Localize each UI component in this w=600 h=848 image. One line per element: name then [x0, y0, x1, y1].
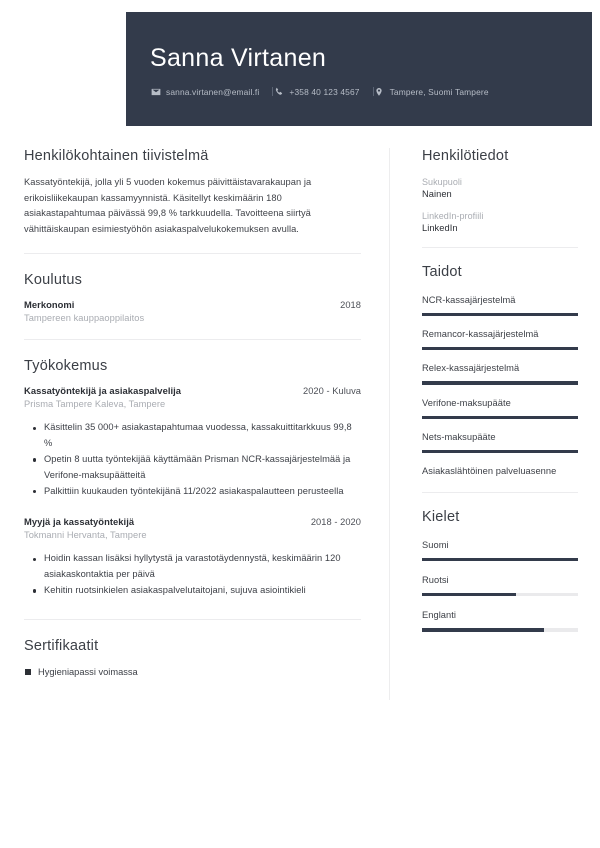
experience-company: Tokmanni Hervanta, Tampere	[24, 530, 147, 541]
section-skills	[422, 264, 578, 478]
section-summary	[24, 148, 361, 237]
list-item: Opetin 8 uutta työntekijää käyttämään Prisman NCR-kassajärjestelmää ja Verifone-maksupäätteitä	[24, 452, 361, 483]
detail-value: Nainen	[422, 189, 452, 199]
language-level-bar	[422, 593, 578, 596]
list-item: Hygieniapassi voimassa	[24, 665, 361, 680]
sidebar-divider	[422, 247, 578, 248]
contact-phone[interactable]	[273, 86, 372, 97]
section-title-skills: Taidot	[422, 264, 462, 280]
language-level-bar	[422, 558, 578, 561]
skill-item	[422, 430, 578, 453]
education-date: 2018	[340, 300, 361, 311]
language-name: Ruotsi	[422, 575, 449, 586]
experience-role: Kassatyöntekijä ja asiakaspalvelija	[24, 385, 182, 397]
detail-label: Sukupuoli	[422, 177, 462, 187]
sidebar-divider	[422, 492, 578, 493]
resume-body	[0, 126, 600, 700]
experience-date: 2020 - Kuluva	[302, 386, 361, 397]
skill-item	[422, 327, 578, 350]
section-languages	[422, 509, 578, 632]
certificate-list	[24, 665, 361, 680]
resume-header	[126, 12, 592, 126]
skill-item	[422, 293, 578, 316]
section-certificates	[24, 638, 361, 680]
skill-level-bar	[422, 416, 578, 419]
skill-level-fill	[422, 416, 578, 419]
language-level-fill	[422, 628, 544, 631]
skill-level-fill	[422, 347, 578, 350]
section-experience	[24, 358, 361, 598]
experience-date: 2018 - 2020	[310, 517, 361, 528]
detail-label: LinkedIn-profiili	[422, 211, 484, 221]
experience-company: Prisma Tampere Kaleva, Tampere	[24, 399, 166, 410]
skill-name: Remancor-kassajärjestelmä	[422, 329, 539, 340]
phone-icon	[273, 86, 284, 97]
language-level-fill	[422, 558, 578, 561]
language-item	[422, 538, 578, 561]
skill-item	[422, 396, 578, 419]
detail-gender	[422, 177, 578, 199]
envelope-icon	[150, 86, 161, 97]
skill-level-bar	[422, 381, 578, 384]
section-title-personal-details: Henkilötiedot	[422, 148, 509, 164]
skill-level-fill	[422, 381, 578, 384]
skill-name: NCR-kassajärjestelmä	[422, 295, 516, 305]
section-divider	[24, 253, 361, 254]
list-item: Hoidin kassan lisäksi hyllytystä ja varastotäydennystä, keskimäärin 120 asiakaskontaktia per päivä	[24, 551, 361, 582]
entry-spacer	[24, 501, 361, 516]
skill-name: Asiakaslähtöinen palveluasenne	[422, 465, 557, 476]
experience-bullets	[24, 551, 361, 598]
language-item	[422, 608, 578, 631]
experience-entry-head	[24, 516, 361, 527]
language-item	[422, 573, 578, 596]
skill-item	[422, 464, 578, 478]
location-pin-icon	[374, 86, 385, 97]
skill-level-fill	[422, 313, 578, 316]
contact-row	[150, 86, 592, 97]
section-divider	[24, 619, 361, 620]
skill-level-fill	[422, 450, 578, 453]
sidebar-column	[390, 126, 600, 700]
contact-location-text: Tampere, Suomi Tampere	[389, 86, 489, 97]
skill-name: Nets-maksupääte	[422, 431, 496, 442]
detail-linkedin	[422, 211, 578, 233]
experience-entry-head	[24, 385, 361, 396]
education-school: Tampereen kauppaoppilaitos	[24, 313, 145, 324]
skill-item	[422, 361, 578, 384]
skill-level-bar	[422, 450, 578, 453]
summary-text: Kassatyöntekijä, jolla yli 5 vuoden kokemus päivittäistavarakaupan ja erikoisliikekaupan kassamyynnistä. Käsitellyt keskimäärin 180 asiakastapahtumaa päivässä 99,8 % tarkkuudella. Tavoitteena siirtyä vähittäiskaupan esimiestyöhön asiakaspalvelukokemuksen avulla.	[24, 177, 312, 234]
main-column	[0, 126, 389, 700]
detail-value-link[interactable]: LinkedIn	[422, 223, 458, 233]
section-title-experience: Työkokemus	[24, 358, 108, 375]
experience-entry	[24, 516, 361, 598]
education-degree: Merkonomi	[24, 299, 75, 311]
section-personal-details	[422, 148, 578, 233]
skill-level-bar	[422, 347, 578, 350]
contact-email-text: sanna.virtanen@email.fi	[166, 86, 260, 97]
list-item: Kehitin ruotsinkielen asiakaspalvelutaitojani, sujuva asiointikieli	[24, 583, 361, 598]
section-title-languages: Kielet	[422, 508, 460, 525]
list-item: Palkittiin kuukauden työntekijänä 11/2022 asiakaspalautteen perusteella	[24, 484, 361, 499]
section-divider	[24, 339, 361, 340]
language-name: Englanti	[422, 610, 456, 621]
list-item: Käsittelin 35 000+ asiakastapahtumaa vuodessa, kassakuittitarkkuus 99,8 %	[24, 420, 361, 451]
experience-entry	[24, 385, 361, 499]
contact-location	[374, 86, 502, 97]
language-level-bar	[422, 628, 578, 631]
section-education	[24, 272, 361, 323]
experience-role: Myyjä ja kassatyöntekijä	[24, 516, 135, 528]
section-title-summary: Henkilökohtainen tiivistelmä	[24, 148, 209, 164]
skill-name: Verifone-maksupääte	[422, 397, 511, 408]
language-name: Suomi	[422, 539, 449, 550]
contact-email[interactable]	[150, 86, 272, 97]
experience-bullets	[24, 420, 361, 499]
section-title-certificates: Sertifikaatit	[24, 637, 99, 654]
language-level-fill	[422, 593, 516, 596]
education-entry-head	[24, 299, 361, 310]
contact-phone-text: +358 40 123 4567	[289, 86, 360, 97]
candidate-name: Sanna Virtanen	[150, 44, 327, 72]
section-title-education: Koulutus	[24, 272, 83, 289]
skill-level-bar	[422, 313, 578, 316]
skill-name: Relex-kassajärjestelmä	[422, 363, 520, 374]
education-entry	[24, 299, 361, 323]
